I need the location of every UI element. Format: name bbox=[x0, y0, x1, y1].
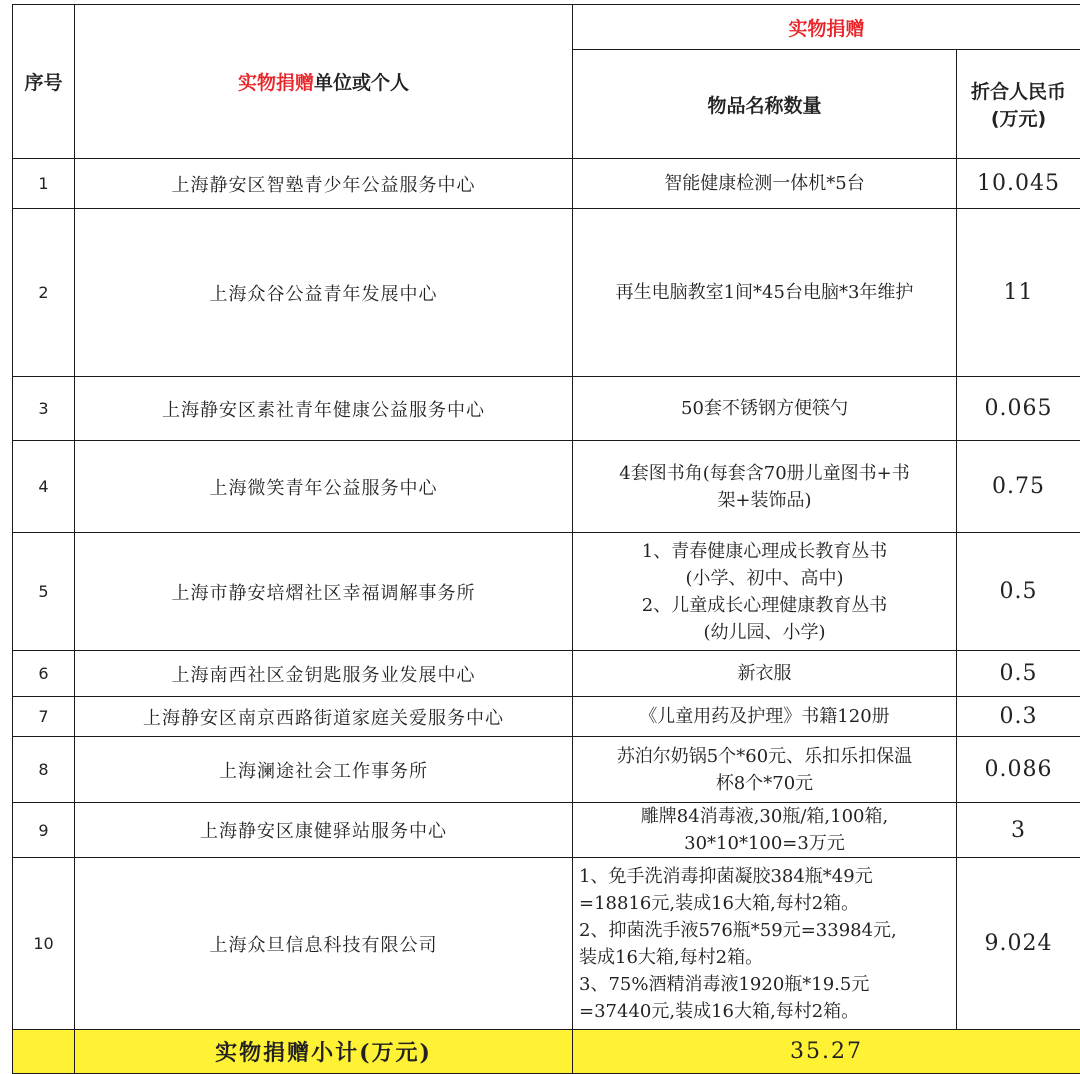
item-line: (幼儿园、小学) bbox=[577, 619, 952, 646]
row-amount: 0.086 bbox=[957, 737, 1080, 803]
row-seq: 4 bbox=[13, 441, 75, 533]
item-line: 50套不锈钢方便筷勺 bbox=[577, 395, 952, 422]
row-amount: 9.024 bbox=[957, 858, 1080, 1030]
row-amount: 0.3 bbox=[957, 697, 1080, 737]
row-unit: 上海静安区南京西路街道家庭关爱服务中心 bbox=[75, 697, 573, 737]
row-seq: 5 bbox=[13, 533, 75, 651]
row-seq: 2 bbox=[13, 209, 75, 377]
table-row bbox=[13, 858, 1080, 1030]
header-items: 物品名称数量 bbox=[573, 50, 957, 159]
item-line: 新衣服 bbox=[577, 660, 952, 687]
table-row bbox=[13, 803, 1080, 858]
row-seq: 10 bbox=[13, 858, 75, 1030]
item-line: 30*10*100=3万元 bbox=[577, 830, 952, 857]
table-row bbox=[13, 377, 1080, 441]
row-unit: 上海众谷公益青年发展中心 bbox=[75, 209, 573, 377]
subtotal-label: 实物捐赠小计(万元) bbox=[75, 1030, 573, 1074]
row-items bbox=[573, 441, 957, 533]
row-items bbox=[573, 697, 957, 737]
row-items bbox=[573, 209, 957, 377]
item-line: 再生电脑教室1间*45台电脑*3年维护 bbox=[577, 279, 952, 306]
item-line: 智能健康检测一体机*5台 bbox=[577, 170, 952, 197]
row-items bbox=[573, 651, 957, 697]
row-amount: 0.5 bbox=[957, 651, 1080, 697]
table-row bbox=[13, 737, 1080, 803]
donation-table bbox=[12, 4, 1080, 1074]
table-body bbox=[13, 159, 1080, 1030]
header-group: 实物捐赠 bbox=[573, 5, 1080, 50]
item-line: 装成16大箱,每村2箱。 bbox=[579, 944, 952, 971]
row-items bbox=[573, 737, 957, 803]
item-line: (小学、初中、高中) bbox=[577, 565, 952, 592]
row-items bbox=[573, 533, 957, 651]
item-line: 架+装饰品) bbox=[577, 487, 952, 514]
header-unit-rest: 单位或个人 bbox=[314, 72, 409, 94]
row-amount: 11 bbox=[957, 209, 1080, 377]
row-amount: 0.5 bbox=[957, 533, 1080, 651]
row-unit: 上海澜途社会工作事务所 bbox=[75, 737, 573, 803]
row-amount: 0.065 bbox=[957, 377, 1080, 441]
row-amount: 3 bbox=[957, 803, 1080, 858]
table-row bbox=[13, 697, 1080, 737]
table-row bbox=[13, 441, 1080, 533]
subtotal-row bbox=[13, 1030, 1080, 1074]
row-items bbox=[573, 159, 957, 209]
item-line: 苏泊尔奶锅5个*60元、乐扣乐扣保温 bbox=[577, 743, 952, 770]
table-row bbox=[13, 533, 1080, 651]
row-seq: 7 bbox=[13, 697, 75, 737]
header-amount-line1: 折合人民币 bbox=[961, 77, 1076, 104]
header-amount-line2: (万元) bbox=[961, 104, 1076, 131]
item-line: 4套图书角(每套含70册儿童图书+书 bbox=[577, 460, 952, 487]
item-line: 杯8个*70元 bbox=[577, 770, 952, 797]
row-items bbox=[573, 858, 957, 1030]
header-seq: 序号 bbox=[13, 5, 75, 159]
header-unit bbox=[75, 5, 573, 159]
item-line: 1、青春健康心理成长教育丛书 bbox=[577, 538, 952, 565]
item-line: 1、免手洗消毒抑菌凝胶384瓶*49元 bbox=[579, 863, 952, 890]
subtotal-seq-cell bbox=[13, 1030, 75, 1074]
row-seq: 1 bbox=[13, 159, 75, 209]
row-items bbox=[573, 803, 957, 858]
item-line: 3、75%酒精消毒液1920瓶*19.5元 bbox=[579, 971, 952, 998]
table-row bbox=[13, 651, 1080, 697]
item-line: =18816元,装成16大箱,每村2箱。 bbox=[579, 890, 952, 917]
table-row bbox=[13, 209, 1080, 377]
row-seq: 9 bbox=[13, 803, 75, 858]
row-unit: 上海静安区智塾青少年公益服务中心 bbox=[75, 159, 573, 209]
row-unit: 上海静安区康健驿站服务中心 bbox=[75, 803, 573, 858]
item-line: 雕牌84消毒液,30瓶/箱,100箱, bbox=[577, 803, 952, 830]
row-seq: 8 bbox=[13, 737, 75, 803]
row-seq: 3 bbox=[13, 377, 75, 441]
row-items bbox=[573, 377, 957, 441]
item-line: 2、儿童成长心理健康教育丛书 bbox=[577, 592, 952, 619]
row-unit: 上海众旦信息科技有限公司 bbox=[75, 858, 573, 1030]
row-amount: 0.75 bbox=[957, 441, 1080, 533]
subtotal-amount: 35.27 bbox=[573, 1030, 1080, 1074]
item-line: 2、抑菌洗手液576瓶*59元=33984元, bbox=[579, 917, 952, 944]
row-unit: 上海静安区素社青年健康公益服务中心 bbox=[75, 377, 573, 441]
item-line: =37440元,装成16大箱,每村2箱。 bbox=[579, 998, 952, 1025]
header-unit-red: 实物捐赠 bbox=[238, 72, 314, 94]
row-unit: 上海市静安培熠社区幸福调解事务所 bbox=[75, 533, 573, 651]
header-amount bbox=[957, 50, 1080, 159]
item-line: 《儿童用药及护理》书籍120册 bbox=[577, 703, 952, 730]
row-unit: 上海南西社区金钥匙服务业发展中心 bbox=[75, 651, 573, 697]
row-unit: 上海微笑青年公益服务中心 bbox=[75, 441, 573, 533]
table-row bbox=[13, 159, 1080, 209]
row-seq: 6 bbox=[13, 651, 75, 697]
row-amount: 10.045 bbox=[957, 159, 1080, 209]
